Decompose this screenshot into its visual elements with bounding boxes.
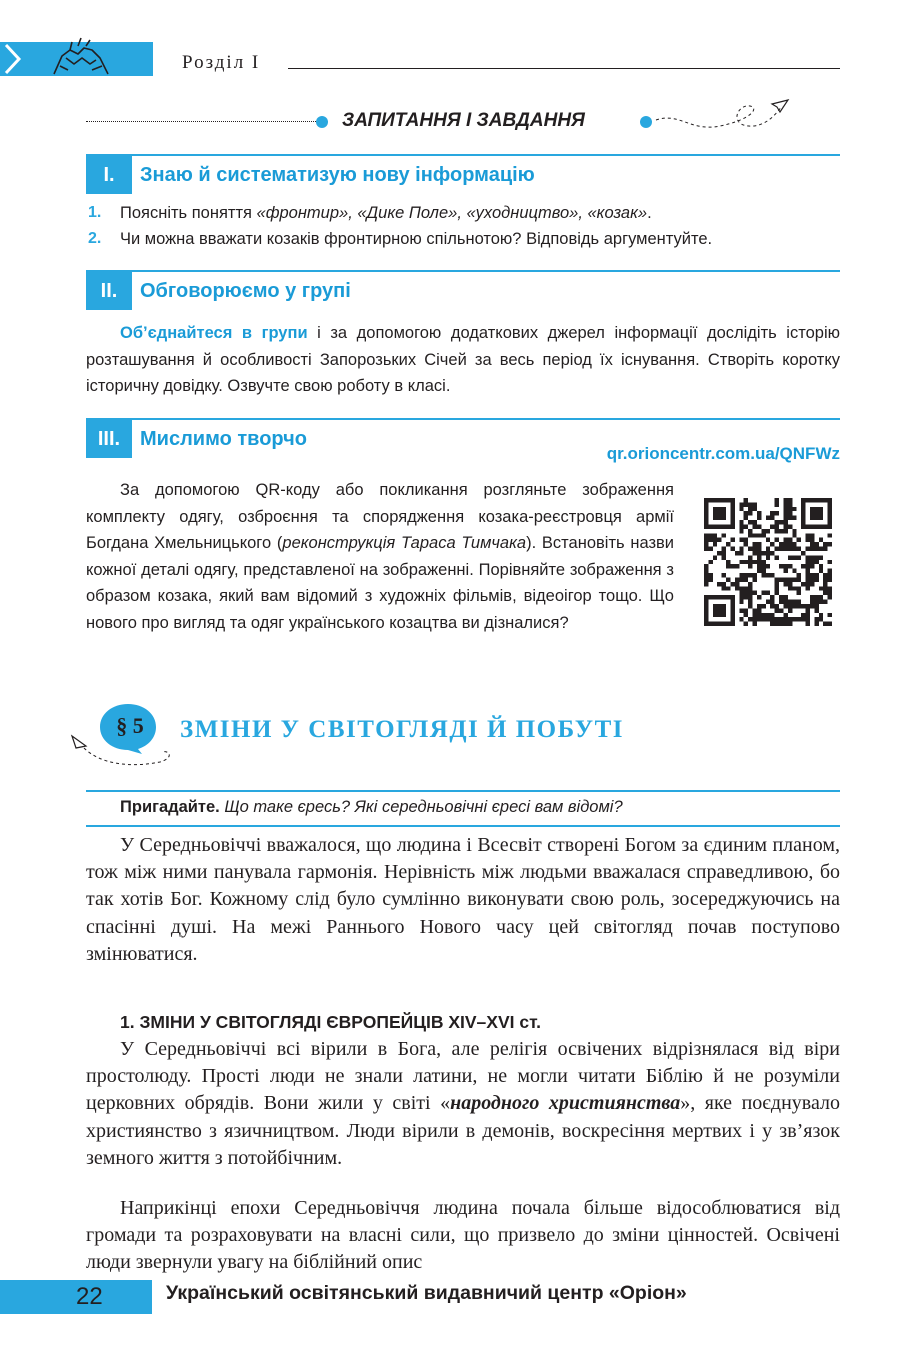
- qr-link[interactable]: qr.orioncentr.com.ua/QNFWz: [606, 444, 840, 463]
- dotted-rule: [86, 121, 318, 122]
- handshake-icon: [48, 36, 114, 76]
- section-rule: [86, 270, 840, 272]
- list-number: 2.: [88, 230, 102, 247]
- group-task-text: Об’єднайтеся в групи і за допомогою додаткових джерел інформації дослідіть історію розташування й особливості Запорозьких Січей за весь період їх існування. Створіть коротку історичну довідку. Озвучте свою роботу в класі.: [86, 324, 840, 395]
- recall-rule: [86, 790, 840, 792]
- section-label: Розділ I: [182, 52, 261, 73]
- body-paragraph: У Середньовіччі всі вірили в Бога, але релігія освічених відрізнялася від віри простолюду. Прості люди не знали латини, не могли читати Біблію й не розуміли церковних обрядів. Вони жили у світі «народного християнства», яке поєднувало християнство з язичництвом. Люди вірили в демонів, воскресіння мертвих і у зв’язок земного життя з потойбічним.: [86, 1038, 840, 1169]
- header-rule: [288, 68, 840, 69]
- list-number: 1.: [88, 204, 102, 221]
- paragraph-number: § 5: [116, 713, 144, 738]
- section-number: I.: [86, 156, 132, 194]
- paper-plane-icon: [650, 98, 790, 138]
- bullet-dot: [316, 116, 328, 128]
- chevron-right-icon: [0, 42, 26, 76]
- section-number: III.: [86, 420, 132, 458]
- section-rule: [86, 418, 840, 420]
- chevron-left-icon: [126, 1280, 152, 1314]
- recall-rule: [86, 825, 840, 827]
- paragraph-title: ЗМІНИ У СВІТОГЛЯДІ Й ПОБУТІ: [180, 716, 624, 743]
- recall-prompt: Пригадайте. Що таке єресь? Які середньовічні єресі вам відомі?: [120, 798, 623, 816]
- publisher-name: Український освітянський видавничий центр «Оріон»: [166, 1282, 687, 1304]
- section-title: Мислимо творчо: [140, 428, 307, 450]
- qr-code[interactable]: [704, 498, 832, 626]
- creative-task-text: За допомогою QR-коду або покликання розгляньте зображення комплекту одягу, озброєння та спорядження козака-реєстровця армії Богдана Хмельницького (реконструкція Тараса Тимчака). Встановіть назви кожної деталі одягу, представленої на зображенні. Порівняйте зображення з образом козака, який вам відомий з художніх фільмів, відеоігор тощо. Що нового про вигляд та одяг українського козацтва ви дізналися?: [86, 481, 675, 632]
- list-item: Чи можна вважати козаків фронтирною спільнотою? Відповідь аргументуйте.: [120, 230, 713, 248]
- page-number: 22: [76, 1283, 103, 1310]
- intro-paragraph: У Середньовіччі вважалося, що людина і Всесвіт створені Богом за єдиним планом, тож між ними панувала гармонія. Нерівність між людьми вважалася справедливою, бо так хотів Бог. Кожному слід було сумлінно виконувати свою роль, зосереджуючись на спасінні душі. На межі Раннього Нового часу цей світогляд почав поступово змінюватися.: [86, 834, 840, 965]
- subheading: 1. ЗМІНИ У СВІТОГЛЯДІ ЄВРОПЕЙЦІВ XIV–XVI ст.: [120, 1012, 541, 1032]
- body-paragraph: Наприкінці епохи Середньовіччя людина почала більше відособлюватися від громади та розраховувати на власні сили, що призвело до зміни цінностей. Освічені люди звернули увагу на біблійний опис: [86, 1197, 840, 1274]
- section-title: Знаю й систематизую нову інформацію: [140, 164, 535, 186]
- questions-heading: ЗАПИТАННЯ І ЗАВДАННЯ: [342, 110, 585, 131]
- section-number: II.: [86, 272, 132, 310]
- section-title: Обговорюємо у групі: [140, 280, 351, 302]
- section-rule: [86, 154, 840, 156]
- list-item: Поясніть поняття «фронтир», «Дике Поле», «уходництво», «козак».: [120, 204, 652, 222]
